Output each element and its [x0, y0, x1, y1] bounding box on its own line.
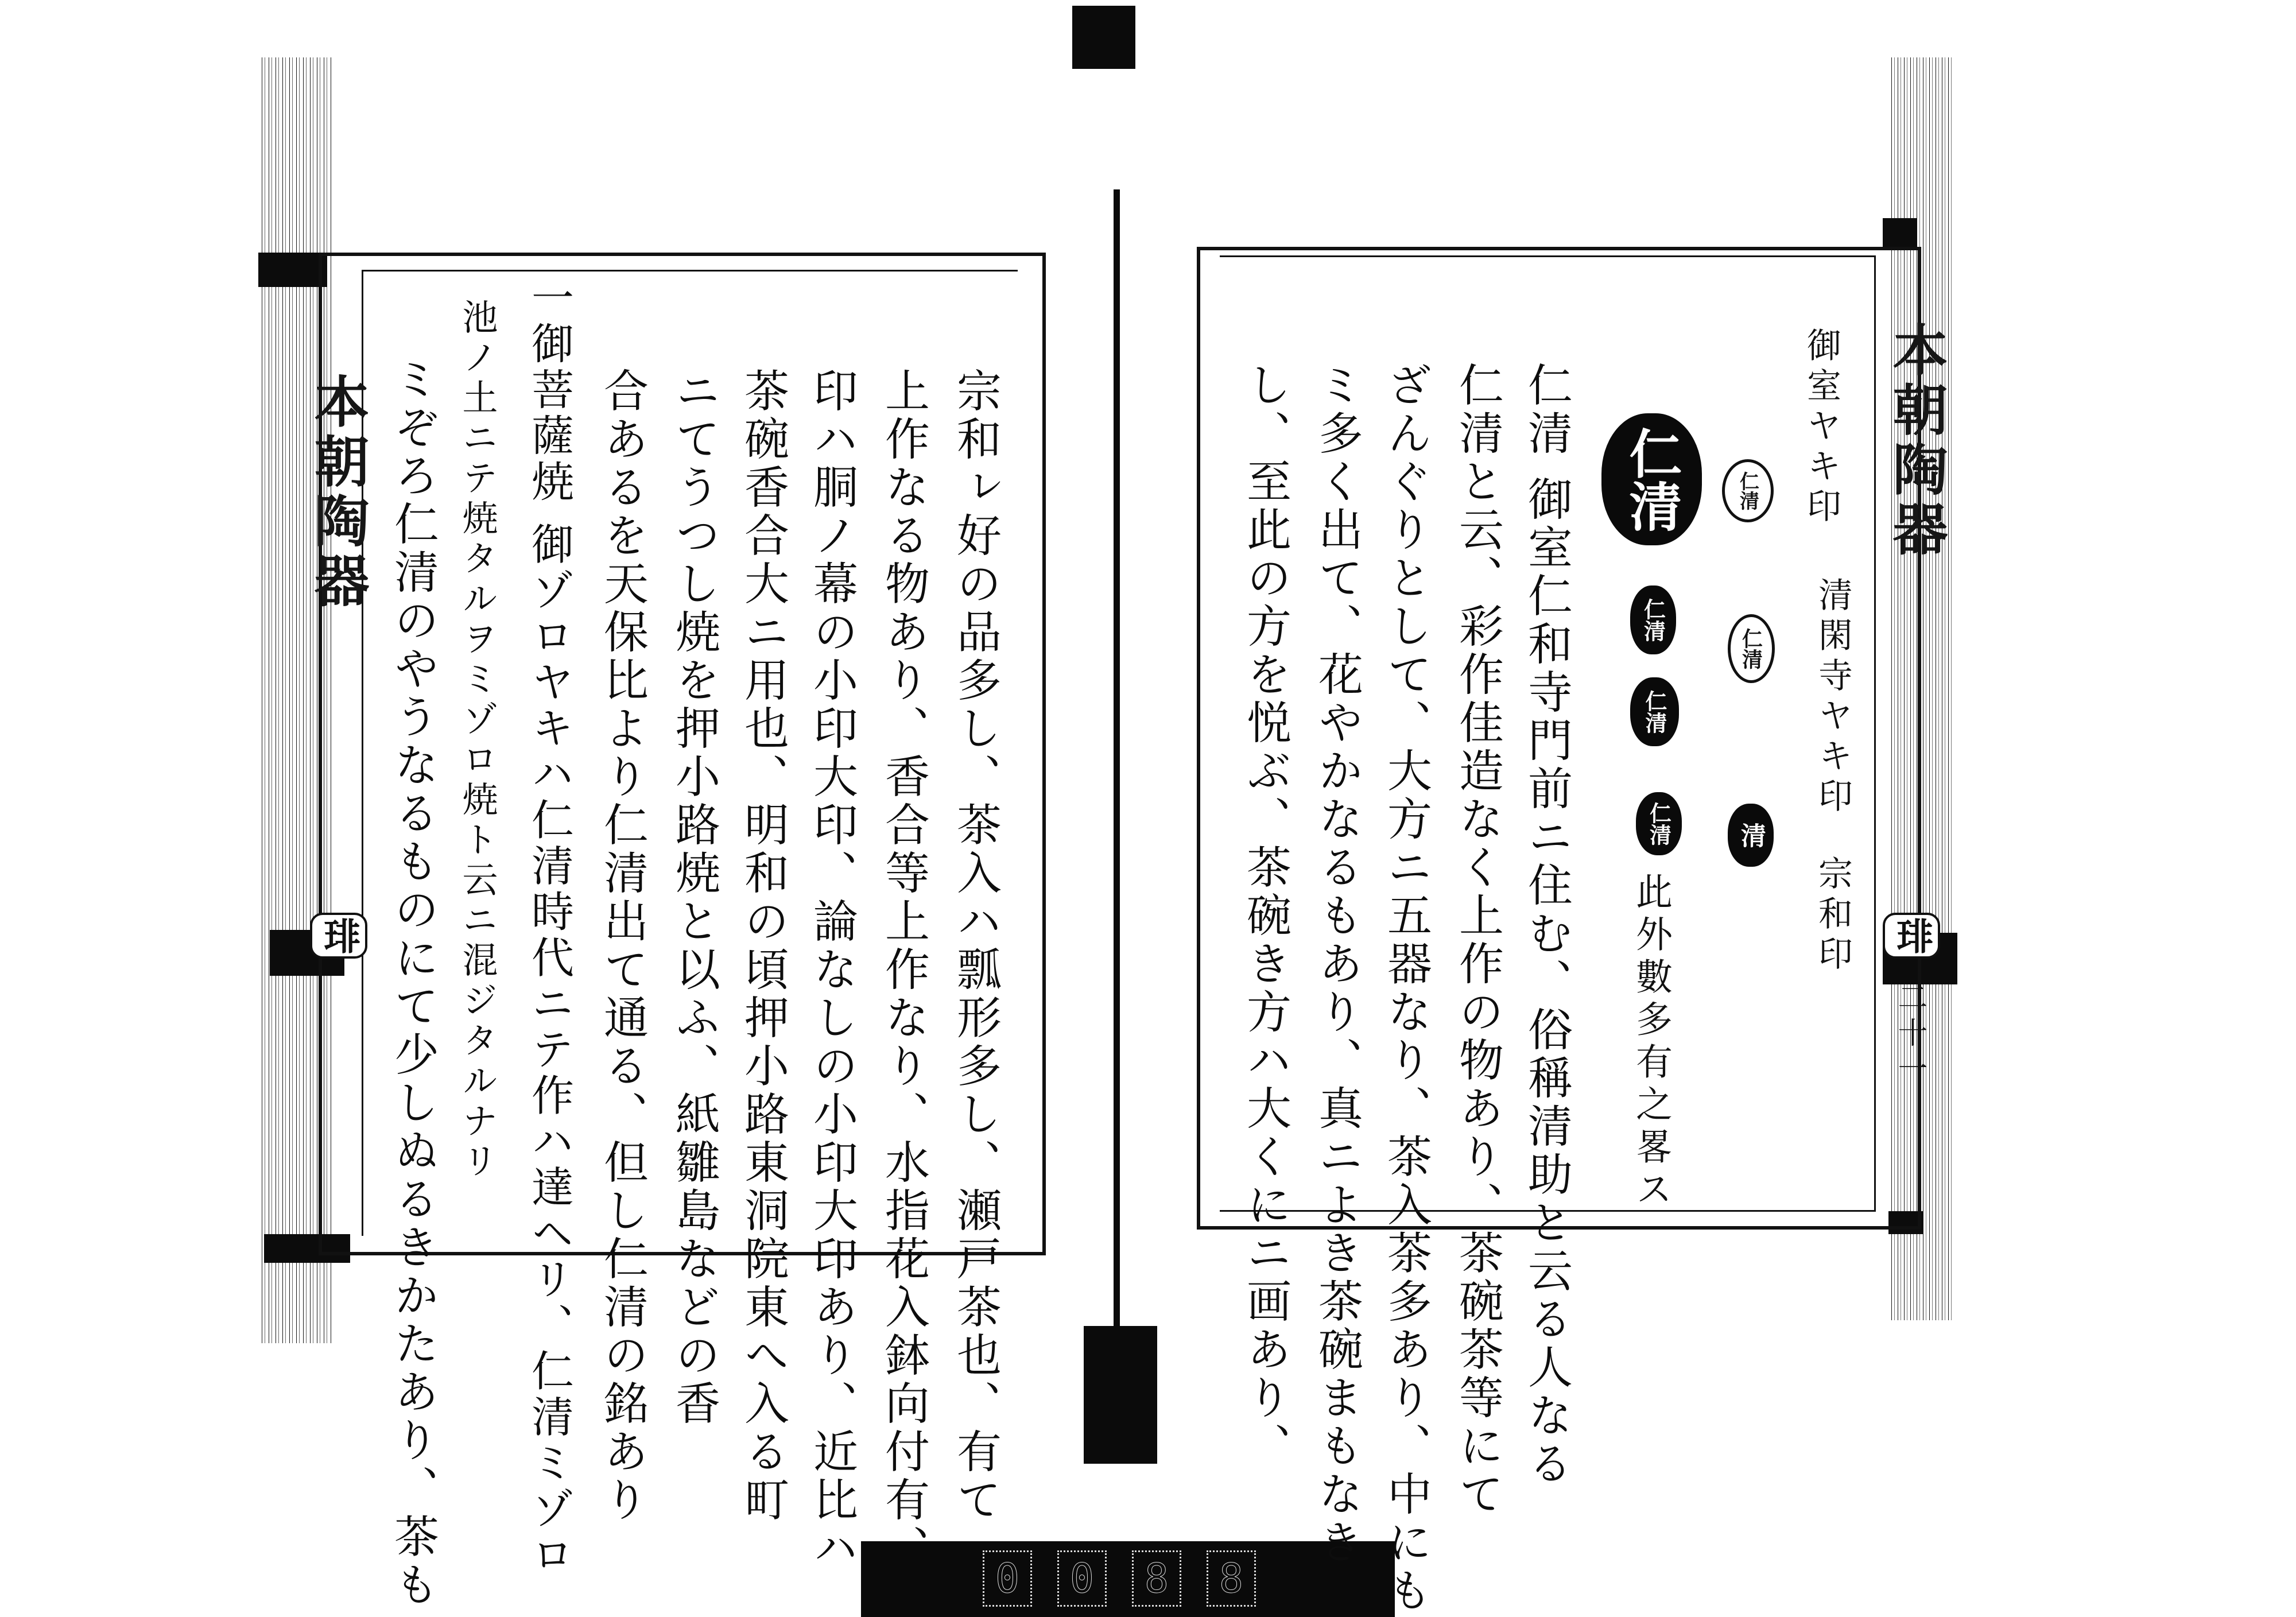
left-text-column: 茶碗香合大ニ用也、明和の頃押小路東洞院東へ入る町 — [737, 367, 789, 1525]
left-text-column: ニてうつし焼を押小路焼と以ふ、紙雛島などの香 — [668, 367, 720, 1428]
right-edge-band — [1883, 218, 1917, 247]
right-text-column: 仁清と云、彩作佳造なく上作の物あり、茶碗茶等にて — [1452, 362, 1503, 1519]
left-fold-mark: 琲 — [310, 913, 367, 959]
left-text-column: 印ハ胴ノ幕の小印大印、論なしの小印大印あり、近比ハ — [806, 367, 858, 1573]
left-text-column: 池ノ土ニテ焼タルヲミゾロ焼ト云ニ混ジタルナリ — [456, 298, 498, 1182]
right-margin-title: 本朝陶器 — [1884, 321, 1949, 560]
right-text-column: ミ多く出て、花やかなるもあり、真ニよき茶碗まもなき — [1311, 362, 1363, 1567]
right-fold-mark: 琲 — [1883, 913, 1940, 959]
large-ninsei-seal: 仁清 — [1601, 413, 1702, 545]
page-folio: 二十一 — [1892, 982, 1927, 1088]
small-ninsei-seal: 仁清 — [1630, 677, 1679, 746]
seal-label-seikanji: 清閑寺ヤキ印 — [1813, 577, 1853, 818]
seikanji-seal-stamp: 仁清 — [1728, 614, 1775, 683]
scan-digit: 0 — [1057, 1550, 1107, 1607]
left-text-column: ミぞろ仁清のやうなるものにて少しぬるきかたあり、茶も — [387, 356, 439, 1610]
left-text-column: 一御菩薩焼 御ゾロヤキハ仁清時代ニテ作ハ達ヘリ、仁清ミゾロ — [525, 276, 574, 1579]
left-text-column: 上作なる物あり、香合等上作なり、水指花入鉢向付有、 — [878, 367, 929, 1573]
seal-label-omuro: 御室ヤキ印 — [1801, 327, 1841, 528]
right-text-column: ざんぐりとして、大方ニ五器なり、茶入茶多あり、中にも — [1380, 362, 1432, 1615]
seal-label-sowa: 宗和印 — [1813, 855, 1853, 976]
spine-top-mark — [1072, 6, 1135, 69]
scan-digit: 8 — [1132, 1550, 1181, 1607]
small-ninsei-seal: 仁清 — [1630, 585, 1676, 654]
left-margin-title: 本朝陶器 — [305, 373, 370, 612]
left-edge-band — [258, 253, 327, 287]
right-text-column: 仁清 御室仁和寺門前ニ住む、俗稱清助と云る人なる — [1521, 362, 1572, 1488]
small-ninsei-seal: 仁清 — [1636, 792, 1682, 855]
scan-digit: 8 — [1207, 1550, 1256, 1607]
right-text-column: し、至此の方を悦ぶ、茶碗き方ハ大くにニ画あり、 — [1239, 362, 1291, 1471]
book-spine-divider — [1114, 189, 1120, 1326]
left-text-column: 合あるを天保比より仁清出て通る、但し仁清の銘あり — [596, 367, 648, 1525]
scan-label-digits — [970, 1550, 1269, 1607]
sowa-seal-stamp: 清 — [1728, 804, 1774, 867]
spine-bottom-mark — [1084, 1326, 1157, 1464]
scan-digit: 0 — [983, 1550, 1032, 1607]
omuro-seal-stamp: 仁清 — [1722, 459, 1774, 522]
left-text-column: 宗和ㇾ好の品多し、茶入ハ瓢形多し、瀬戸茶也、有て — [949, 367, 1001, 1525]
seal-note: 此外數多有之畧ス — [1630, 873, 1672, 1212]
